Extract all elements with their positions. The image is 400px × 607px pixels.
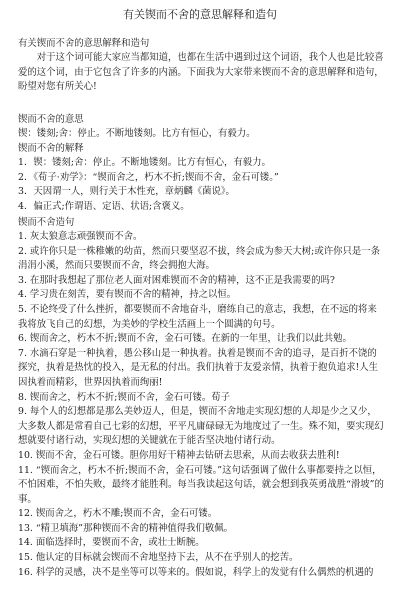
sentence-item: 3. 在那时我想起了那位老人面对困难锲而不舍的精神，这不正是我需要的吗? (18, 274, 335, 286)
sentence-list (18, 230, 384, 607)
sentence-item: 13. “精卫填海”那种锲而不舍的精神值得我们敬佩。 (18, 522, 233, 534)
meaning-heading: 锲而不舍的意思 (18, 114, 84, 125)
sentence-item: 14. 面临选择时，要锲而不舍，或壮士断腕。 (18, 537, 205, 549)
explain-heading: 锲而不舍的解释 (18, 143, 84, 154)
explain-list (18, 156, 384, 214)
explain-item: 1．锲：镂刻;舍：停止。不断地镂刻。比方有恒心，有毅力。 (18, 157, 271, 168)
explain-item: 2．《荀子·劝学》：“锲而舍之，朽木不折;锲而不舍，金石可镂。” (18, 171, 279, 183)
sentence-item: 16. 科学的灵感，决不是坐等可以等来的。假如说，科学上的发觉有什么偶然的机遇的 (18, 566, 374, 578)
sentence-item: 7. 水滴石穿是一种执着，愚公移山是一种执着。执着是锲而不舍的追寻，是百折不饶的探究，执着是热忱的投入，是无私的付出。我们执着于友爱亲情，执着于抱负追求!人生因执着而精彩，世界因执着而绚丽! (18, 347, 379, 388)
sentence-item: 10. 锲而不舍，金石可镂。胆你用好干精神去钻研去思索，从而去收获去胜利! (18, 449, 340, 461)
sentence-item: 8. 锲而舍之，朽木不折;锲而不舍，金石可镂。荀子 (18, 391, 230, 403)
sentence-item: 12. 锲而舍之，朽木不雕;锲而不舍，金石可镂。 (18, 508, 218, 520)
intro-heading: 有关锲而不舍的意思解释和造句 (18, 38, 150, 49)
sentence-heading: 锲而不舍造句 (18, 217, 75, 228)
sentence-item: 11. “锲而舍之，朽木不折;锲而不舍，金石可镂。”这句话强调了做什么事都要持之以恒，不怕困难，不怕失败，最终才能胜利。每当我读起这句话，就会想到我英勇战胜“滑坡”的事。 (18, 464, 384, 505)
meaning-text: 锲：镂刻;舍：停止。不断地镂刻。比方有恒心，有毅力。 (18, 128, 256, 139)
sentence-item: 15. 他认定的目标就会锲而不舍地坚持下去，从不在乎别人的挖苦。 (18, 552, 299, 564)
intro-paragraph: 对于这个词可能大家应当都知道，也都在生活中遇到过这个词语，我个人也是比较喜爱的这个词，由于它包含了许多的内涵。下面我为大家带来锲而不舍的意思解释和造句，盼望对您有所关心! (18, 52, 384, 93)
sentence-item: 9. 每个人的幻想都是那么美妙迈人，但是，锲而不舍地走实现幻想的人却是少之又少，大多数人都是常看自己七彩的幻想，平平凡庸碌碌无为地度过了一生。殊不知，要实现幻想就要付诸行动，实现幻想的关键就在于能否坚决地付诸行动。 (18, 406, 384, 447)
sentence-item: 4. 学习贵在刻苦，要有锲而不舍的精神，持之以恒。 (18, 289, 237, 301)
sentence-item: 6. 锲而舍之，朽木不折;锲而不舍，金石可镂。在新的一年里，让我们以此共勉。 (18, 333, 352, 345)
sentence-item: 1. 灰太狼意志顽强锲而不舍。 (18, 231, 143, 242)
explain-item: 3．天因谓一人，则行关于木性充，章炳麟《菌说》。 (18, 186, 235, 198)
sentence-item: 5. 不论终受了什么挫折，都要锲而不舍地奋斗，磨练自己的意志，我想，在不远的将来我将放飞自己的幻想，为美妙的学校生活画上一个圆满的句号。 (18, 303, 377, 330)
explain-item: 4．偏正式;作谓语、定语、状语;含褒义。 (18, 200, 190, 212)
document-title: 有关锲而不舍的意思解释和造句 (123, 8, 277, 21)
sentence-item: 2. 或许你只是一株稚嫩的幼苗，然而只要坚忍不拔，终会成为参天大树;或许你只是一条涓涓小溪，然而只要锲而不舍，终会拥抱大海。 (18, 245, 380, 272)
